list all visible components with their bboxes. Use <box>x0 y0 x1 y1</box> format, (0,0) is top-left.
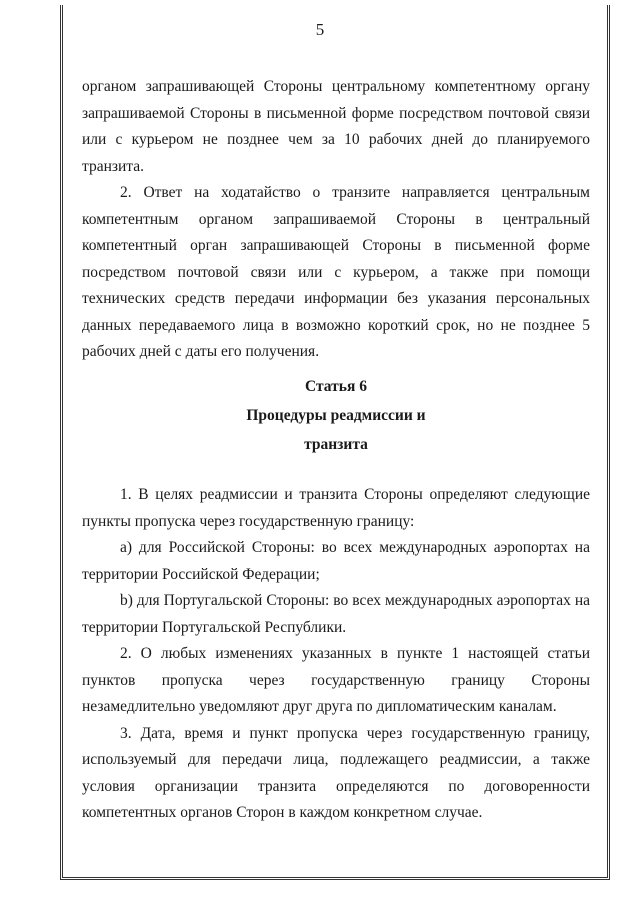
article-title-line1: Процедуры реадмиссии и <box>246 407 426 424</box>
paragraph-b-portugal: b) для Португальской Стороны: во всех международных аэропортах на территории Португальской Республики. <box>82 592 590 636</box>
paragraph-1-checkpoints: 1. В целях реадмиссии и транзита Стороны определяют следующие пункты пропуска через государственную границу: <box>82 486 590 530</box>
article-number: Статья 6 <box>305 378 367 395</box>
paragraph-2-changes: 2. О любых изменениях указанных в пункте 1 настоящей статьи пунктов пропуска через государственную границу Стороны незамедлительно уведомляют друг друга по дипломатическим каналам. <box>82 645 590 715</box>
article-title-line2: транзита <box>304 436 368 453</box>
paragraph-a-russia: a) для Российской Стороны: во всех международных аэропортах на территории Российской Федерации; <box>82 539 590 583</box>
article-heading <box>82 372 590 459</box>
paragraph-2-response: 2. Ответ на ходатайство о транзите направляется центральным компетентным органом запрашиваемой Стороны в центральный компетентный орган запрашивающей Стороны в письменной форме посредством почтовой связи или с курьером, а также при помощи технических средств передачи информации без указания персональных данных передаваемого лица в возможно короткий срок, но не позднее 5 рабочих дней с даты его получения. <box>82 184 590 360</box>
paragraph-3-date-time: 3. Дата, время и пункт пропуска через государственную границу, используемый для передачи лица, подлежащего реадмиссии, а также условия организации транзита определяются по договоренности компетентных органов Сторон в каждом конкретном случае. <box>82 724 590 821</box>
paragraph-continued: органом запрашивающей Стороны центральному компетентному органу запрашиваемой Стороны в письменной форме посредством почтовой связи или с курьером не позднее чем за 10 рабочих дней до планируемого транзита. <box>82 78 590 175</box>
text-section-article <box>82 482 590 827</box>
text-section-top <box>82 74 590 366</box>
page-number: 5 <box>315 20 325 39</box>
